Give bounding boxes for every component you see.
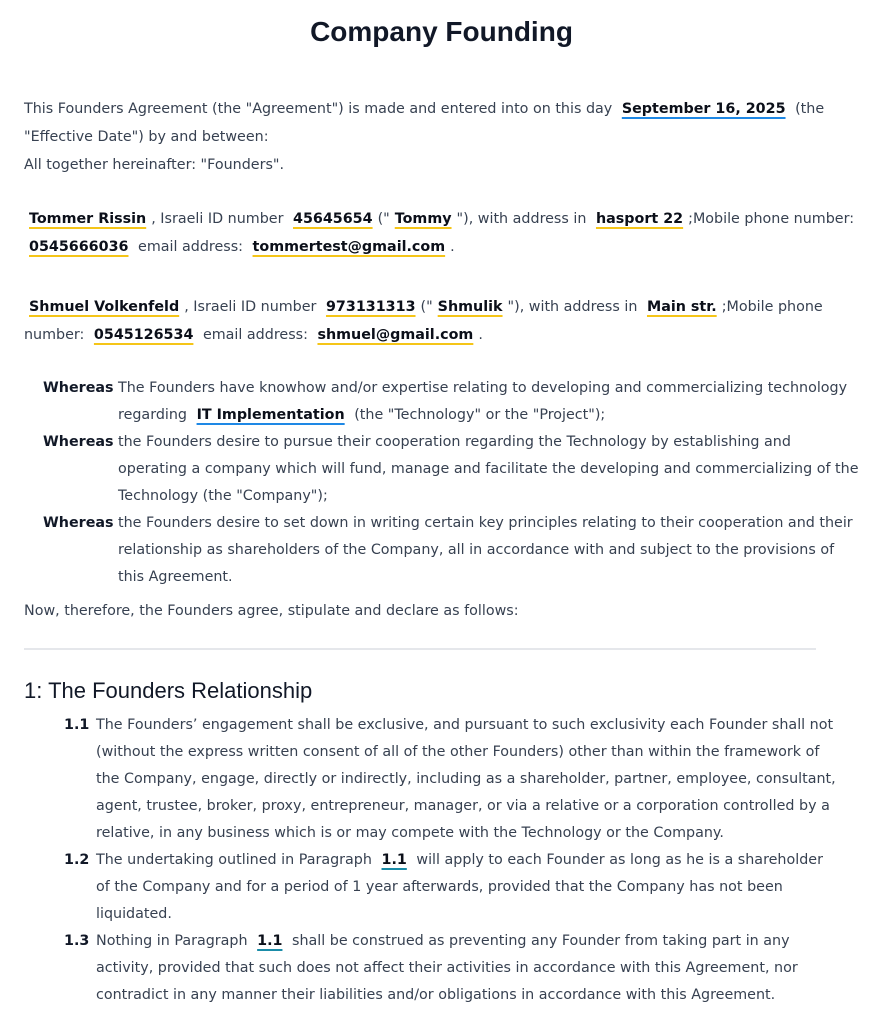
clause-text — [96, 928, 859, 1009]
address-label: "), with address in — [456, 211, 587, 227]
nick-open: (" — [420, 299, 433, 315]
whereas-text: the Founders desire to set down in writing certain key principles relating to their cooperation and their relationship as shareholders of the Company, all in accordance with and subject to the provisions of this Agreement. — [118, 515, 853, 585]
nick-open: (" — [377, 211, 390, 227]
address-label: "), with address in — [507, 299, 638, 315]
clause-number: 1.3 — [64, 933, 90, 949]
paragraph-reference-link[interactable]: 1.1 — [381, 852, 407, 868]
founder-1-name-field[interactable]: Tommer Rissin — [29, 211, 147, 227]
whereas-item — [43, 429, 859, 510]
whereas-list — [24, 375, 859, 591]
now-therefore-text: Now, therefore, the Founders agree, stipulate and declare as follows: — [24, 603, 519, 619]
effective-date-field[interactable]: September 16, 2025 — [621, 101, 786, 117]
founder-1-paragraph — [24, 205, 859, 261]
whereas-text-after: (the "Technology" or the "Project"); — [354, 407, 606, 423]
whereas-text-before: The Founders have knowhow and/or expertise relating to developing and commercializing technology regarding — [118, 380, 848, 423]
whereas-label: Whereas — [43, 515, 114, 531]
id-label: , Israeli ID number — [151, 211, 284, 227]
period: . — [478, 327, 483, 343]
email-label: email address: — [202, 327, 308, 343]
founders-together-text: All together hereinafter: "Founders". — [24, 157, 285, 173]
clause-list — [24, 712, 859, 1009]
founder-2-nickname-field[interactable]: Shmulik — [437, 299, 503, 315]
founder-1-phone-field[interactable]: 0545666036 — [29, 239, 129, 255]
founder-1-address-field[interactable]: hasport 22 — [595, 211, 684, 227]
intro-text: This Founders Agreement (the "Agreement") is made and entered into on this day — [24, 101, 613, 117]
founder-2-email-field[interactable]: shmuel@gmail.com — [317, 327, 474, 343]
clause-text-after: will apply to each Founder as long as he is a shareholder of the Company and for a period of 1 year afterwards, provided that the Company has not been liquidated. — [96, 852, 823, 922]
section-divider — [24, 648, 816, 650]
whereas-label: Whereas — [43, 380, 114, 396]
founder-2-address-field[interactable]: Main str. — [646, 299, 717, 315]
section-heading: 1: The Founders Relationship — [24, 678, 313, 703]
clause-text-before: Nothing in Paragraph — [96, 933, 248, 949]
clause-item — [64, 847, 859, 928]
clause-item — [64, 928, 859, 1009]
founder-1-email-field[interactable]: tommertest@gmail.com — [252, 239, 446, 255]
paragraph-reference-link[interactable]: 1.1 — [257, 933, 283, 949]
clause-text-after: shall be construed as preventing any Founder from taking part in any activity, provided that such does not affect their activities in accordance with this Agreement, nor contradict in any manner their liabilities and/or obligations in accordance with this Agreement. — [96, 933, 798, 1003]
phone-label: ;Mobile phone number: — [688, 211, 855, 227]
founder-2-paragraph — [24, 293, 859, 349]
id-label: , Israeli ID number — [184, 299, 317, 315]
founder-1-id-field[interactable]: 45645654 — [293, 211, 373, 227]
clause-text-before: The undertaking outlined in Paragraph — [96, 852, 372, 868]
clause-text: The Founders’ engagement shall be exclusive, and pursuant to such exclusivity each Founder shall not (without the express written consent of all of the other Founders) other than within the framework of the Company, engage, directly or indirectly, including as a shareholder, partner, employee, consultant, agent, trustee, broker, proxy, entrepreneur, manager, or via a relative or a corporation controlled by a relative, in any business which is or may compete with the Technology or the Company. — [96, 717, 836, 841]
whereas-item — [43, 375, 859, 429]
whereas-text — [118, 375, 859, 429]
whereas-label: Whereas — [43, 434, 114, 450]
period: . — [450, 239, 455, 255]
clause-number: 1.2 — [64, 852, 90, 868]
founder-1-nickname-field[interactable]: Tommy — [394, 211, 452, 227]
clause-item — [64, 712, 859, 847]
email-label: email address: — [138, 239, 243, 255]
intro-paragraph — [24, 95, 859, 179]
whereas-text: the Founders desire to pursue their cooperation regarding the Technology by establishing and operating a company which will fund, manage and facilitate the developing and commercializing of the Technology (the "Company"); — [118, 434, 859, 504]
intro-text-after: (the "Effective Date") by and between: — [24, 101, 825, 145]
technology-field[interactable]: IT Implementation — [196, 407, 345, 423]
founder-2-id-field[interactable]: 973131313 — [325, 299, 416, 315]
founder-2-name-field[interactable]: Shmuel Volkenfeld — [29, 299, 180, 315]
founder-2-phone-field[interactable]: 0545126534 — [93, 327, 194, 343]
page-title: Company Founding — [310, 16, 573, 47]
clause-text — [96, 847, 859, 928]
phone-label: ;Mobile phone number: — [24, 299, 823, 343]
clause-number: 1.1 — [64, 717, 90, 733]
whereas-item — [43, 510, 859, 591]
